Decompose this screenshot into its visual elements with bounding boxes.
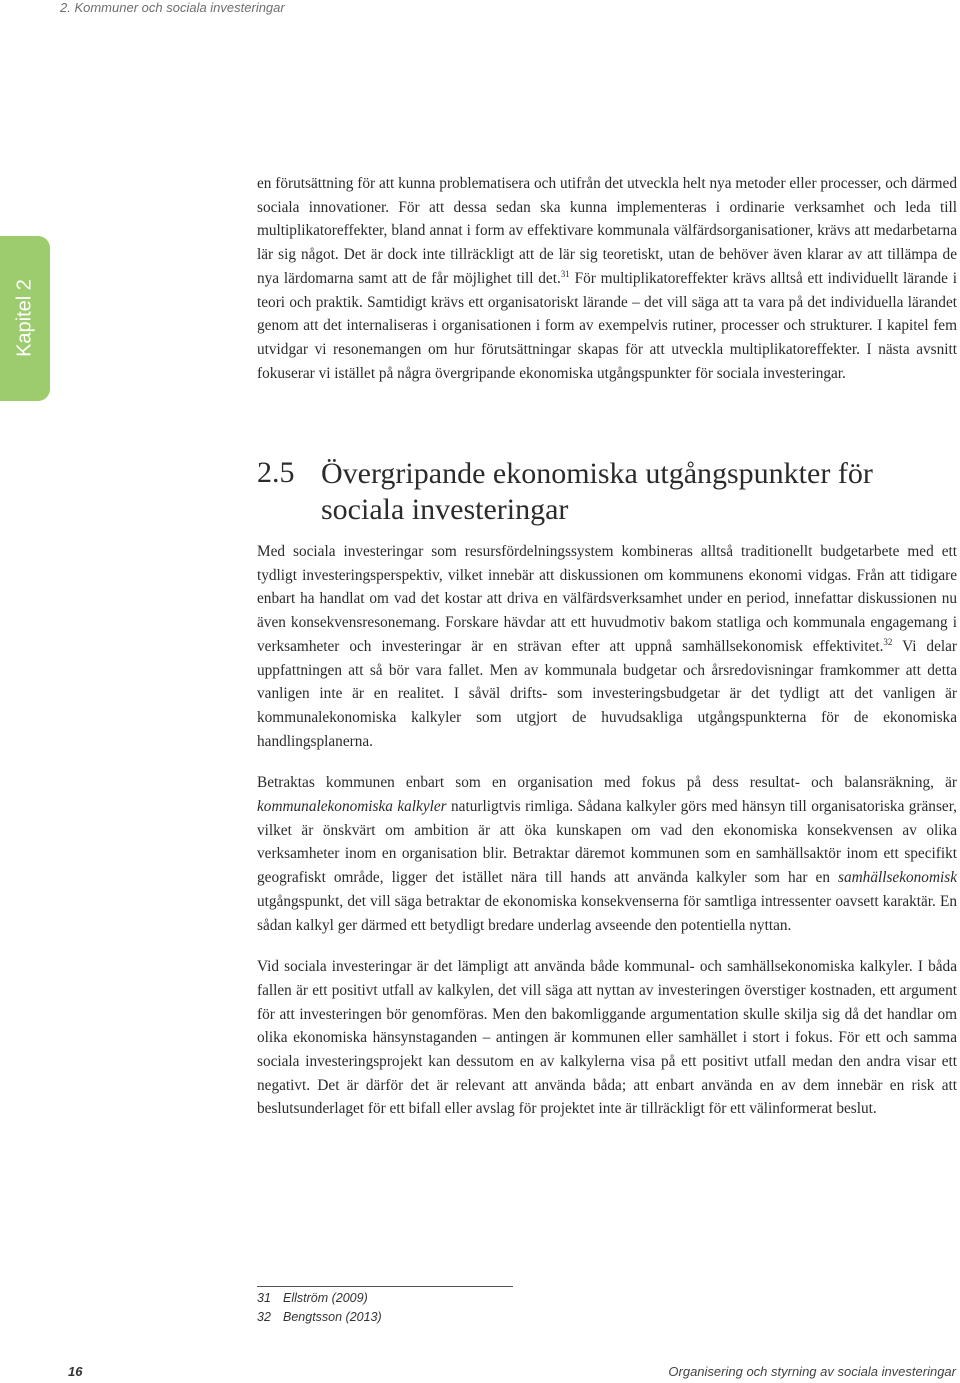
emphasis-samhallsekonomisk: samhällsekonomisk xyxy=(838,869,957,887)
chapter-tab-label: Kapitel 2 xyxy=(13,279,36,357)
intro-paragraph-part-1: en förutsättning för att kunna problematisera och utifrån det utveckla helt nya metoder eller processer, och därmed sociala innovationer. För att dessa sedan ska kunna implementeras i ordinarie verksamhet och leda till multiplikatoreffekter, bland annat i form av effektivare kommunala välfärdsorganisationer, krävs att medarbetarna lär sig något. Det är dock inte tillräckligt att de lär sig teoretiskt, utan de behöver även klarar av att tillämpa de nya lärdomarna samt att de får möjlighet till det. xyxy=(257,175,957,287)
footnote-number: 31 xyxy=(257,1291,271,1305)
footnote-text: Bengtsson (2013) xyxy=(283,1310,382,1324)
footnote-number: 32 xyxy=(257,1310,271,1324)
section-number: 2.5 xyxy=(257,456,295,489)
section-paragraph-2-part-3: utgångspunkt, det vill säga betraktar de ekonomiska konsekvenserna för samtliga intressenter oavsett karaktär. En sådan kalkyl ger därmed ett betydligt bredare underlag avseende den potentiella nyttan. xyxy=(257,892,957,934)
footnotes xyxy=(257,1289,657,1327)
section-paragraph-3: Vid sociala investeringar är det lämpligt att använda både kommunal- och samhällsekonomiska kalkyler. I båda fallen är ett positivt utfall av kalkylen, det vill säga att nyttan av investeringen överstiger kostnaden, ett argument för att investeringen bör genomföras. Men den bakomliggande argumentation skulle skilja sig då det handlar om olika ekonomiska hänsynstaganden – antingen är kommunen eller samhället i stort i fokus. För ett och samma sociala investeringsprojekt kan dessutom en av kalkylerna visa på ett positivt utfall medan den andra visar ett negativt. Det är därför det är relevant att använda båda; att enbart använda en av dem innebär en risk att beslutsunderlaget för ett bifall eller avslag för projektet inte är tillräckligt för ett välinformerat beslut. xyxy=(257,958,957,1118)
running-foot: Organisering och styrning av sociala investeringar xyxy=(668,1364,956,1379)
footnote-ref-31: 31 xyxy=(560,268,570,279)
intro-block xyxy=(257,172,957,385)
section-title: Övergripande ekonomiska utgångspunkter för sociala investeringar xyxy=(321,457,873,526)
footnote-text: Ellström (2009) xyxy=(283,1291,368,1305)
section-2-5 xyxy=(257,456,957,1121)
intro-paragraph-part-2: För multiplikatoreffekter krävs alltså ett individuellt lärande i teori och praktik. Samtidigt krävs ett organisatoriskt lärande – det vill säga att ta vara på det individuella lärandet genom att det internaliseras i organisationen i form av exempelvis rutiner, processer och strukturer. I kapitel fem utvidgar vi resonemangen om hur förutsättningar skapas för att utveckla multiplikatoreffekter. I nästa avsnitt fokuserar vi istället på några övergripande ekonomiska utgångspunkter för sociala investeringar. xyxy=(257,269,957,382)
section-paragraph-2 xyxy=(257,771,957,937)
section-paragraph-2-part-2: naturligtvis rimliga. Sådana kalkyler görs med hänsyn till organisatoriska gränser, vilket är önskvärt om ambition är att öka kunskapen om vad den ekonomiska konsekvensen av olika verksamheter inom en organisation blir. Betraktar däremot kommunen som en samhällsaktör inom ett specifikt geografiskt område, ligger det istället nära till hands att använda kalkyler som har en xyxy=(257,798,958,887)
footnote-divider xyxy=(257,1286,513,1287)
footnote-31 xyxy=(257,1289,657,1308)
footnote-32 xyxy=(257,1308,657,1327)
section-paragraph-1-part-1: Med sociala investeringar som resursfördelningssystem kombineras alltså traditionellt budgetarbete med ett tydligt investeringsperspektiv, vilket innebär att diskussionen om kommunens ekonomi vidgas. Från att tidigare enbart ha handlat om vad det kostar att driva en välfärdsverksamhet under en period, innefattar diskussionen nu även konsekvensresonemang. Forskare hävdar att ett huvudmotiv bakom statliga och kommunala engagemang i verksamheter och investeringar är en strävan efter att uppnå samhällsekonomisk effektivitet. xyxy=(257,543,957,655)
footnote-ref-32: 32 xyxy=(883,636,893,647)
chapter-tab xyxy=(0,236,50,401)
section-heading xyxy=(257,456,957,528)
emphasis-kommunalekonomiska-kalkyler: kommunalekonomiska kalkyler xyxy=(257,798,447,816)
page-number: 16 xyxy=(68,1364,83,1379)
section-paragraph-1-part-2: Vi delar uppfattningen att så bör vara fallet. Men av kommunala budgetar och årsredovisningar framkommer att detta vanligen inte är en realitet. I såväl drifts- som investeringsbudgetar är det tydligt att det vanligen är kommunalekonomiska kalkyler som utgjort de huvudsakliga utgångspunkterna för de ekonomiska handlingsplanerna. xyxy=(257,637,957,750)
intro-paragraph xyxy=(257,172,957,385)
section-paragraph-2-part-1: Betraktas kommunen enbart som en organisation med fokus på dess resultat- och balansräkning, är xyxy=(257,774,957,792)
running-head: 2. Kommuner och sociala investeringar xyxy=(60,0,285,15)
section-paragraph-1 xyxy=(257,540,957,753)
